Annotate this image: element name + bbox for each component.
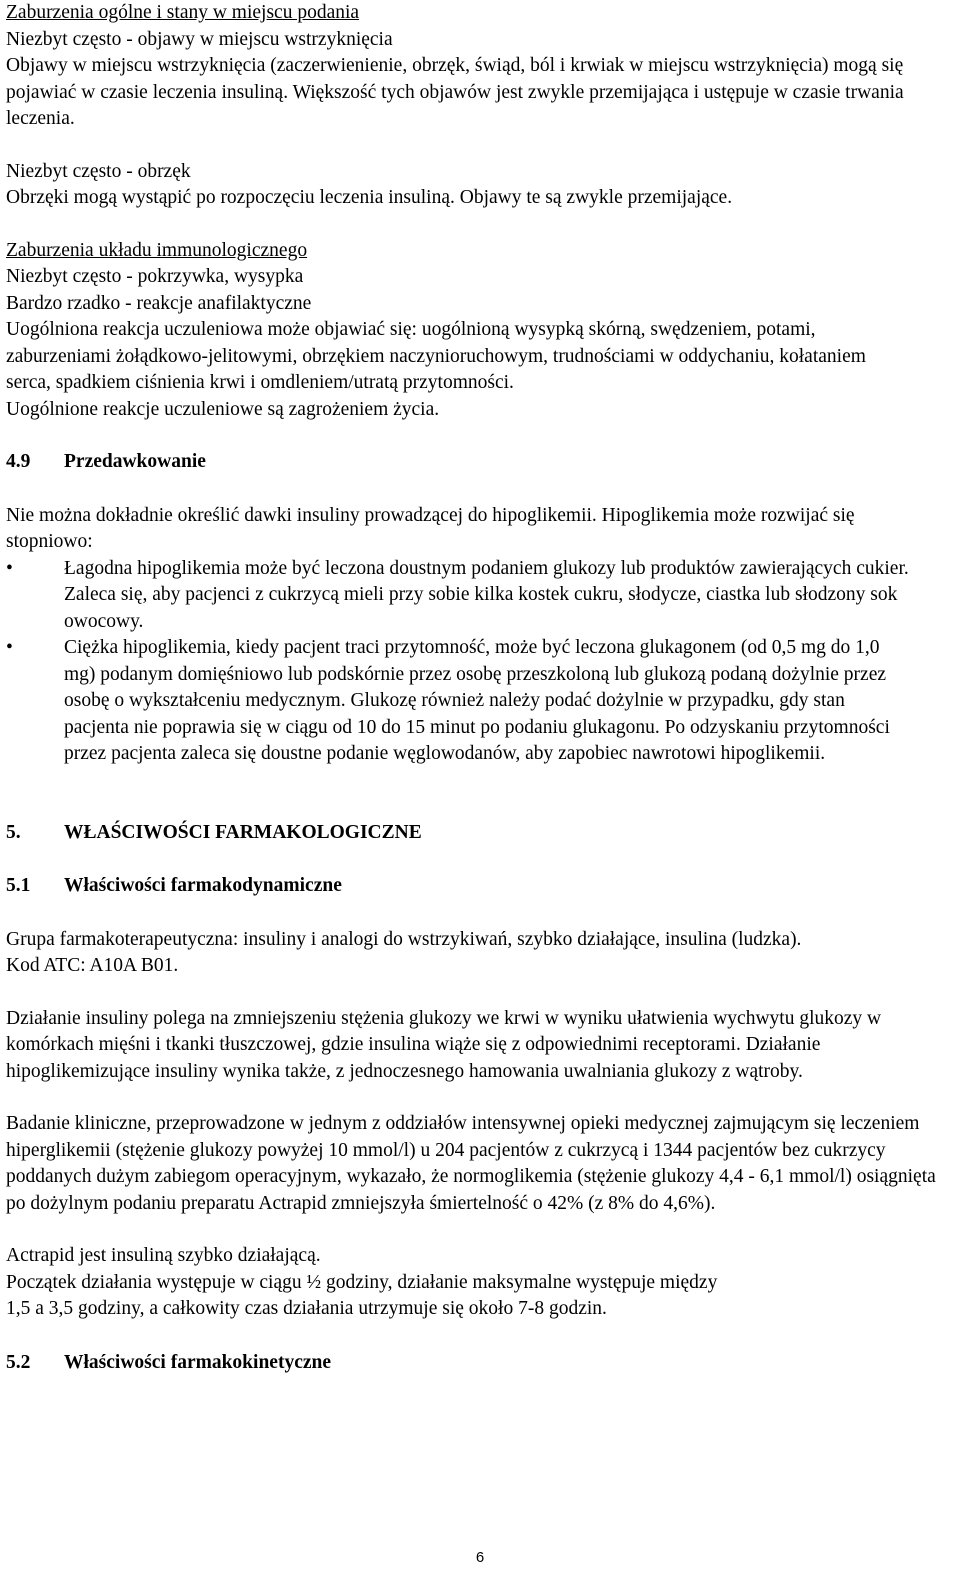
section-number: 5.1 [6, 875, 31, 896]
paragraph: Uogólniona reakcja uczuleniowa może objawiać się: uogólnioną wysypką skórną, swędzeniem, potami, zaburzeniami żołądkowo-jelitowymi, obrzękiem naczynioruchowym, trudnościami w oddychaniu, kołataniem serca, spadkiem ciśnienia krwi i omdleniem/utratą przytomności. [6, 319, 866, 393]
paragraph: Kod ATC: A10A B01. [6, 955, 179, 976]
document-page [6, 0, 956, 1376]
frequency-line: Niezbyt często - pokrzywka, wysypka [6, 266, 304, 287]
section-title: Właściwości farmakokinetyczne [64, 1351, 332, 1373]
list-item-text: Łagodna hipoglikemia może być leczona doustnym podaniem glukozy lub produktów zawierających cukier. Zaleca się, aby pacjenci z cukrzycą mieli przy sobie kilka kostek cukru, słodycze, ciastka lub słodzony sok owocowy. [64, 557, 909, 632]
section-heading-5 [6, 820, 956, 847]
paragraph: Początek działania występuje w ciągu ½ godziny, działanie maksymalne występuje między [6, 1271, 718, 1293]
paragraph: Obrzęki mogą wystąpić po rozpoczęciu leczenia insuliną. Objawy te są zwykle przemijające. [6, 187, 733, 208]
section-heading-4-9 [6, 449, 956, 476]
section-number: 5.2 [6, 1351, 31, 1373]
bullet-icon: • [6, 637, 13, 658]
paragraph: Badanie kliniczne, przeprowadzone w jednym z oddziałów intensywnej opieki medycznej zajmującym się leczeniem hiperglikemii (stężenie glukozy powyżej 10 mmol/l) u 204 pacjentów z cukrzycą i 1344 pacjentów bez cukrzycy poddanych dużym zabiegom operacyjnym, wykazało, że normoglikemia (stężenie glukozy 4,4 - 6,1 mmol/l) osiągnięta po dożylnym podaniu preparatu Actrapid zmniejszyła śmiertelność o 42% (z 8% do 4,6%). [6, 1113, 936, 1214]
paragraph: Nie można dokładnie określić dawki insuliny prowadzącej do hipoglikemii. Hipoglikemia może rozwijać się stopniowo: [6, 504, 855, 552]
section-title: Właściwości farmakodynamiczne [64, 875, 342, 896]
bullet-icon: • [6, 557, 13, 579]
paragraph: Objawy w miejscu wstrzyknięcia (zaczerwienienie, obrzęk, świąd, ból i krwiak w miejscu wstrzyknięcia) mogą się pojawiać w czasie leczenia insuliną. Większość tych objawów jest zwykle przemijająca i ustępuje w czasie trwania leczenia. [6, 55, 904, 129]
section-heading-5-2 [6, 1350, 956, 1377]
paragraph: Actrapid jest insuliną szybko działającą. [6, 1245, 321, 1266]
section-heading-general-disorders: Zaburzenia ogólne i stany w miejscu podania [6, 2, 360, 23]
list-item [6, 635, 956, 768]
section-title: WŁAŚCIWOŚCI FARMAKOLOGICZNE [64, 821, 422, 843]
section-number: 5. [6, 821, 21, 843]
page-number: 6 [475, 1549, 485, 1566]
frequency-line: Niezbyt często - obrzęk [6, 160, 191, 182]
section-title: Przedawkowanie [64, 451, 206, 472]
section-number: 4.9 [6, 451, 31, 472]
frequency-line: Niezbyt często - objawy w miejscu wstrzyknięcia [6, 28, 393, 50]
paragraph: Uogólnione reakcje uczuleniowe są zagrożeniem życia. [6, 398, 440, 420]
paragraph: Grupa farmakoterapeutyczna: insuliny i analogi do wstrzykiwań, szybko działające, insulina (ludzka). [6, 928, 802, 950]
section-heading-5-1 [6, 873, 956, 900]
paragraph: Działanie insuliny polega na zmniejszeniu stężenia glukozy we krwi w wyniku ułatwienia wychwytu glukozy w komórkach mięśni i tkanki tłuszczowej, gdzie insulina wiąże się z odpowiednimi receptorami. Działanie hipoglikemizujące insuliny wynika także, z jednoczesnego hamowania uwalniania glukozy z wątroby. [6, 1007, 882, 1082]
frequency-line: Bardzo rzadko - reakcje anafilaktyczne [6, 292, 312, 314]
list-item-text: Ciężka hipoglikemia, kiedy pacjent traci przytomność, może być leczona glukagonem (od 0,5 mg do 1,0 mg) podanym domięśniowo lub podskórnie przez osobę przeszkoloną lub glukozą podaną dożylnie przez osobę o wykształceniu medycznym. Glukozę również należy podać dożylnie w przypadku, gdy stan pacjenta nie poprawia się w ciągu od 10 do 15 minut po podaniu glukagonu. Po odzyskaniu przytomności przez pacjenta zaleca się doustne podanie węglowodanów, aby zapobiec nawrotowi hipoglikemii. [64, 637, 890, 764]
list-item [6, 556, 956, 636]
paragraph: 1,5 a 3,5 godziny, a całkowity czas działania utrzymuje się około 7-8 godzin. [6, 1298, 607, 1319]
section-heading-immune-disorders: Zaburzenia układu immunologicznego [6, 239, 308, 261]
